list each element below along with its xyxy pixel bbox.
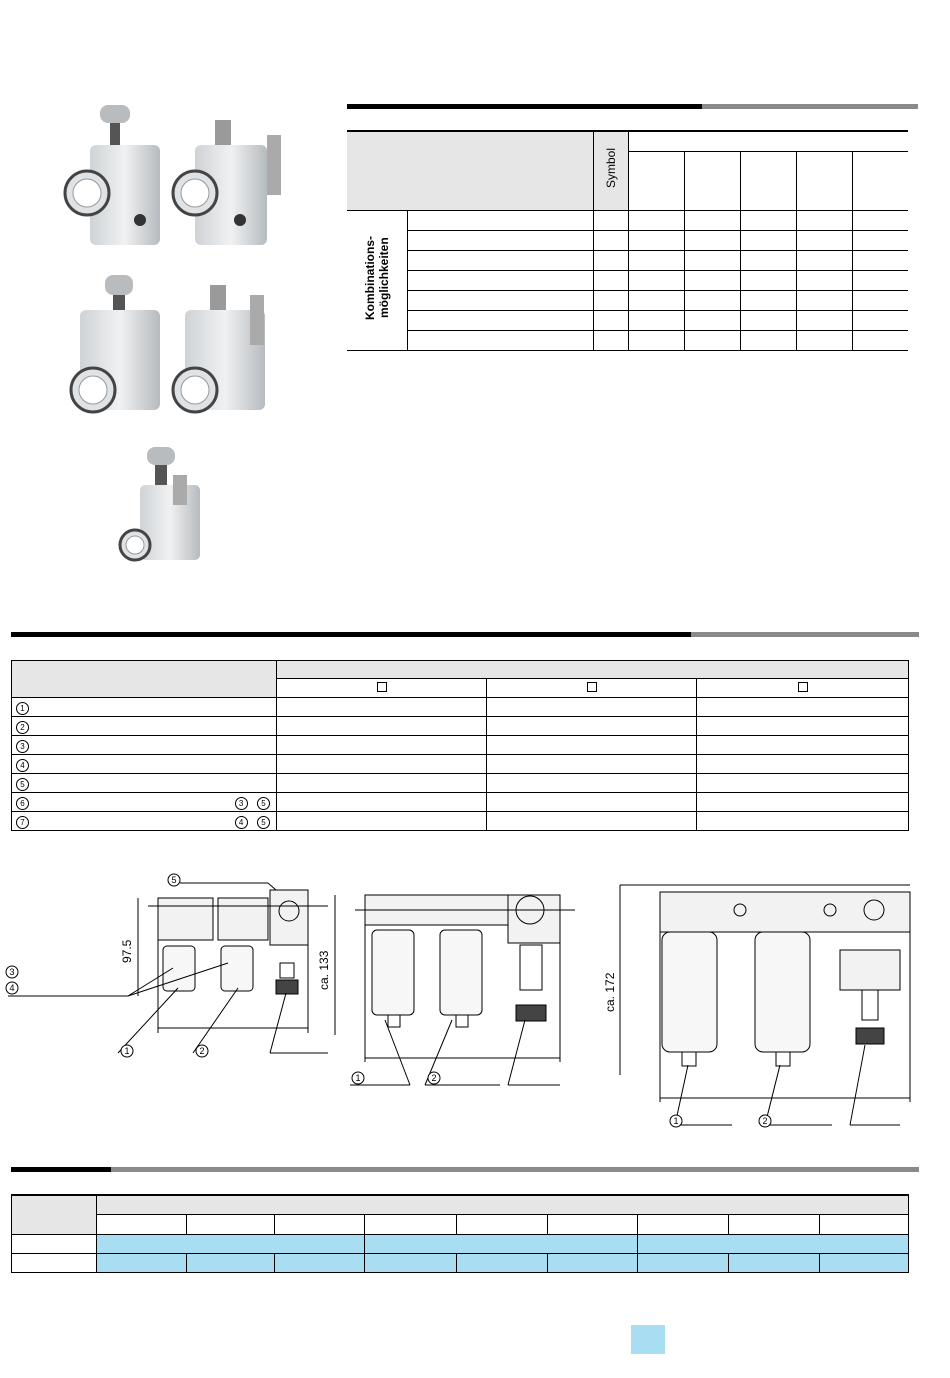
section-rule-parts-gray bbox=[691, 632, 919, 637]
svg-text:2: 2 bbox=[431, 1073, 437, 1083]
svg-text:2: 2 bbox=[762, 1116, 768, 1126]
part-number: 4 bbox=[16, 759, 29, 772]
height-label: 97.5 bbox=[120, 939, 134, 963]
section-rule-bottom bbox=[11, 1167, 111, 1172]
parts-row bbox=[12, 793, 909, 812]
svg-text:1: 1 bbox=[355, 1073, 361, 1083]
combo-row bbox=[347, 251, 908, 271]
combo-row bbox=[347, 271, 908, 291]
part-ref: 3 bbox=[235, 797, 248, 810]
svg-text:3: 3 bbox=[9, 967, 15, 977]
regulator-photo-3 bbox=[71, 275, 160, 412]
size-square-icon bbox=[587, 682, 597, 692]
parts-row bbox=[12, 774, 909, 793]
parts-row bbox=[12, 698, 909, 717]
parts-row bbox=[12, 812, 909, 831]
part-number: 5 bbox=[16, 778, 29, 791]
part-ref: 5 bbox=[257, 816, 270, 829]
height-label: ca. 172 bbox=[603, 972, 617, 1012]
size-square-icon bbox=[798, 682, 808, 692]
product-photos bbox=[55, 95, 310, 575]
combo-row bbox=[347, 311, 908, 331]
drawing-medium bbox=[317, 880, 580, 1090]
section-rule-combinations-gray bbox=[702, 104, 918, 109]
svg-text:1: 1 bbox=[124, 1046, 130, 1056]
part-number: 1 bbox=[16, 702, 29, 715]
section-rule-parts bbox=[11, 632, 691, 637]
page-tab-marker bbox=[631, 1325, 665, 1354]
part-number: 3 bbox=[16, 740, 29, 753]
combo-row bbox=[408, 211, 594, 231]
combo-row bbox=[347, 291, 908, 311]
symbol-header: Symbol bbox=[604, 148, 618, 189]
svg-text:2: 2 bbox=[199, 1046, 205, 1056]
part-number: 2 bbox=[16, 721, 29, 734]
combination-row-label: Kombinations- möglichkeiten bbox=[363, 236, 391, 320]
part-ref: 4 bbox=[235, 816, 248, 829]
svg-text:4: 4 bbox=[9, 983, 15, 993]
combo-row bbox=[347, 231, 908, 251]
svg-text:5: 5 bbox=[171, 875, 177, 885]
parts-table bbox=[11, 660, 909, 831]
section-rule-combinations bbox=[347, 104, 702, 109]
height-label: ca. 133 bbox=[317, 950, 331, 990]
bottom-row bbox=[12, 1254, 909, 1273]
part-number: 6 bbox=[16, 797, 29, 810]
callouts bbox=[352, 1072, 440, 1084]
section-rule-bottom-gray bbox=[111, 1167, 919, 1172]
part-number: 7 bbox=[16, 816, 29, 829]
bottom-table bbox=[11, 1194, 909, 1273]
drawing-large bbox=[600, 880, 920, 1130]
regulator-photo-2 bbox=[173, 120, 281, 245]
parts-row bbox=[12, 736, 909, 755]
regulator-photo-1 bbox=[65, 105, 160, 245]
parts-row bbox=[12, 717, 909, 736]
drawing-small bbox=[8, 868, 328, 1063]
regulator-photo-5 bbox=[120, 447, 200, 560]
combo-row bbox=[347, 331, 908, 351]
part-ref: 5 bbox=[257, 797, 270, 810]
regulator-photo-4 bbox=[173, 285, 265, 412]
size-square-icon bbox=[377, 682, 387, 692]
parts-row bbox=[12, 755, 909, 774]
combination-table bbox=[347, 130, 908, 351]
svg-text:1: 1 bbox=[673, 1116, 679, 1126]
bottom-row bbox=[12, 1235, 909, 1254]
